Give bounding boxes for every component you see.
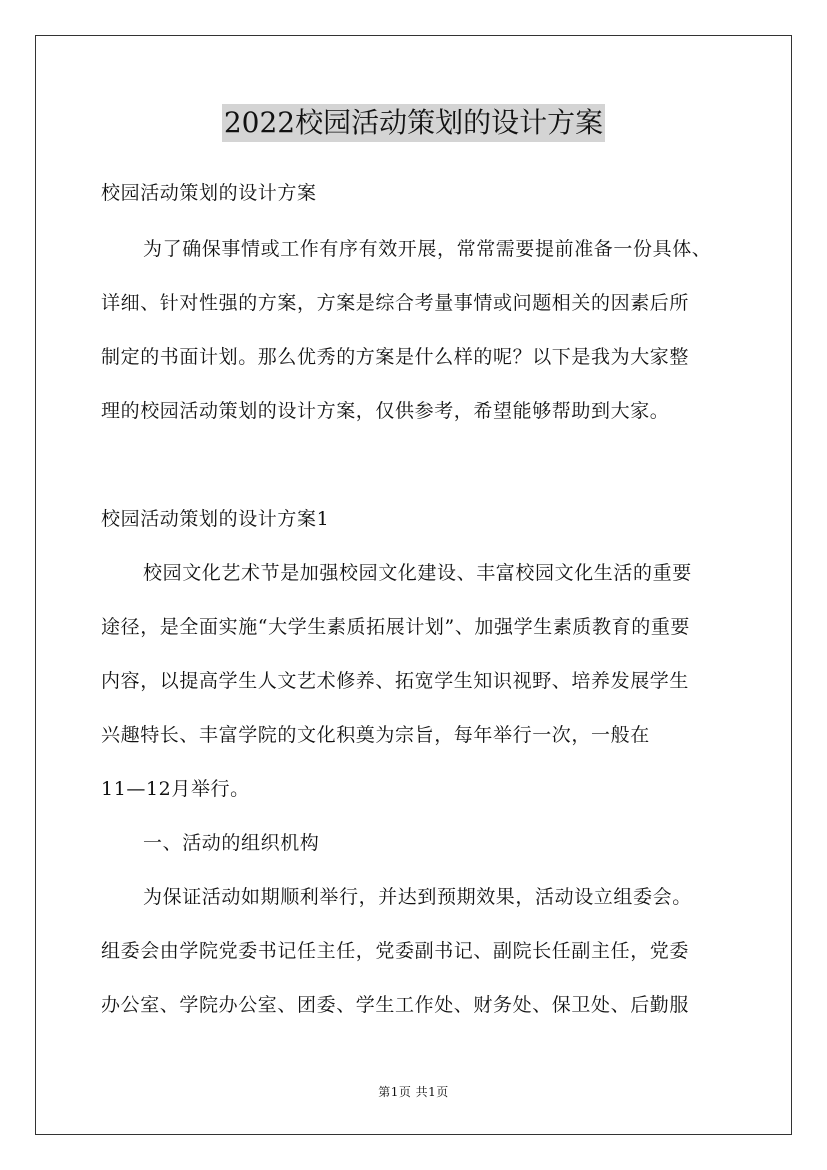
- paragraph-line: 内容，以提高学生人文艺术修养、拓宽学生知识视野、培养发展学生: [101, 670, 690, 692]
- paragraph-line: 办公室、学院办公室、团委、学生工作处、财务处、保卫处、后勤服: [101, 994, 690, 1016]
- paragraph-line: 制定的书面计划。那么优秀的方案是什么样的呢？以下是我为大家整: [101, 346, 690, 368]
- paragraph-line: 11—12月举行。: [101, 778, 250, 800]
- paragraph-line: 详细、针对性强的方案，方案是综合考量事情或问题相关的因素后所: [101, 292, 690, 314]
- section-heading: 校园活动策划的设计方案: [101, 182, 317, 204]
- page-number-footer: 第1页 共1页: [378, 1085, 449, 1099]
- paragraph-line: 兴趣特长、丰富学院的文化积奠为宗旨，每年举行一次，一般在: [101, 724, 650, 746]
- subsection-heading: 一、活动的组织机构: [143, 832, 320, 854]
- document-title: 2022校园活动策划的设计方案: [222, 104, 605, 142]
- section-heading: 校园活动策划的设计方案1: [101, 508, 330, 530]
- paragraph-line: 途径，是全面实施“大学生素质拓展计划”、加强学生素质教育的重要: [101, 616, 691, 638]
- paragraph-line: 理的校园活动策划的设计方案，仅供参考，希望能够帮助到大家。: [101, 400, 670, 422]
- paragraph-line: 组委会由学院党委书记任主任，党委副书记、副院长任副主任，党委: [101, 940, 690, 962]
- paragraph-line: 校园文化艺术节是加强校园文化建设、丰富校园文化生活的重要: [143, 562, 692, 584]
- paragraph-line: 为保证活动如期顺利举行，并达到预期效果，活动设立组委会。: [143, 886, 692, 908]
- paragraph-line: 为了确保事情或工作有序有效开展，常常需要提前准备一份具体、: [143, 238, 712, 260]
